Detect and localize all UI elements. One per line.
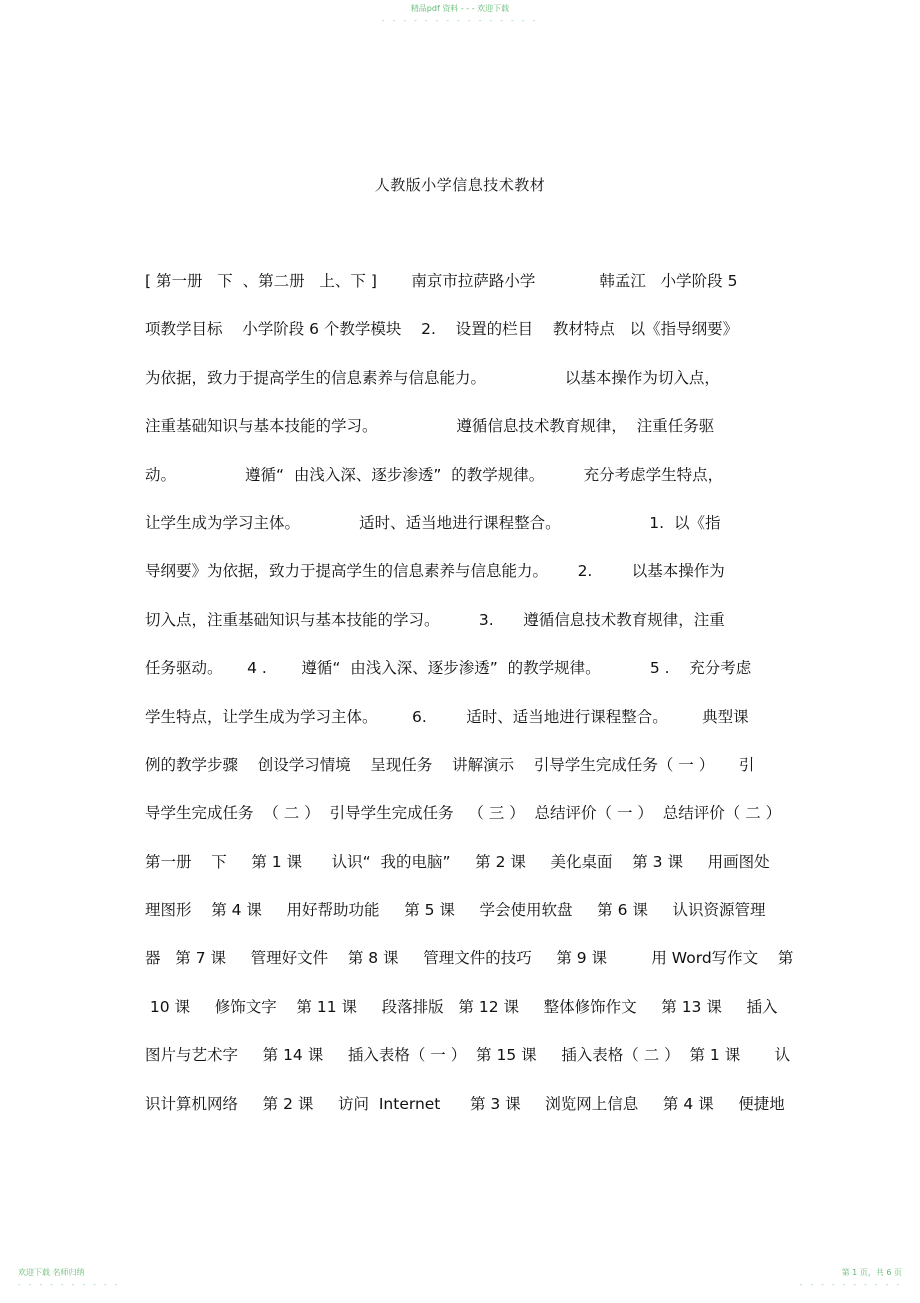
body-line: 切入点，注重基础知识与基本技能的学习。 3. 遵循信息技术教育规律，注重 [145, 610, 725, 629]
body-line: 10 课 修饰文字 第 11 课 段落排版 第 12 课 整体修饰作文 第 13 课 插入 [145, 997, 778, 1016]
body-line: 项教学目标 小学阶段 6 个教学模块 2. 设置的栏目 教材特点 以《指导纲要》 [145, 320, 739, 339]
body-line: 理图形 第 4 课 用好帮助功能 第 5 课 学会使用软盘 第 6 课 认识资源管理 [145, 901, 766, 920]
document-title: 人教版小学信息技术教材 [374, 176, 546, 194]
body-line: 器 第 7 课 管理好文件 第 8 课 管理文件的技巧 第 9 课 用 Word写作文 第 [145, 949, 794, 968]
footer-right-dots: - - - - - - - - - - [799, 1281, 902, 1289]
body-line: [ 第一册 下 、第二册 上、下 ] 南京市拉萨路小学 韩孟江 小学阶段 5 [145, 272, 738, 290]
body-line: 导纲要》为依据，致力于提高学生的信息素养与信息能力。 2. 以基本操作为 [145, 562, 725, 581]
body-line: 注重基础知识与基本技能的学习。 遵循信息技术教育规律， 注重任务驱 [145, 417, 715, 436]
footer-left-dots: - - - - - - - - - - [18, 1281, 121, 1289]
body-line: 例的教学步骤 创设学习情境 呈现任务 讲解演示 引导学生完成任务（ 一 ） 引 [145, 755, 755, 774]
footer-left-text: 欢迎下载 名师归纳 [18, 1268, 85, 1277]
body-line: 识计算机网络 第 2 课 访问 Internet 第 3 课 浏览网上信息 第 4 课 便捷地 [145, 1094, 785, 1113]
body-line: 为依据，致力于提高学生的信息素养与信息能力。 以基本操作为切入点， [145, 368, 720, 387]
header-watermark [0, 4, 920, 26]
body-line: 导学生完成任务 （ 二 ） 引导学生完成任务 （ 三 ） 总结评价（ 一 ） 总结评价（ 二 ） [145, 804, 782, 823]
body-line: 让学生成为学习主体。 适时、适当地进行课程整合。 1. 以《指 [145, 513, 721, 532]
document-body [145, 268, 794, 1139]
body-line: 图片与艺术字 第 14 课 插入表格（ 一 ） 第 15 课 插入表格（ 二 ） 第 1 课 认 [145, 1046, 791, 1065]
body-line: 学生特点，让学生成为学习主体。 6. 适时、适当地进行课程整合。 典型课 [145, 707, 749, 726]
footer-left-watermark [18, 1268, 120, 1290]
page-number-text: 第 1 页，共 6 页 [841, 1268, 902, 1277]
page-number-footer [800, 1268, 902, 1290]
body-line: 动。 遵循“ 由浅入深、逐步渗透” 的教学规律。 充分考虑学生特点， [145, 465, 724, 484]
header-watermark-dots: - - - - - - - - - - - - - - - [381, 17, 539, 25]
body-line: 任务驱动。 4 . 遵循“ 由浅入深、逐步渗透” 的教学规律。 5 . 充分考虑 [145, 659, 752, 678]
body-line: 第一册 下 第 1 课 认识“ 我的电脑” 第 2 课 美化桌面 第 3 课 用画图处 [145, 852, 770, 871]
header-watermark-text: 精品pdf 资料 - - - 欢迎下载 [410, 4, 510, 13]
